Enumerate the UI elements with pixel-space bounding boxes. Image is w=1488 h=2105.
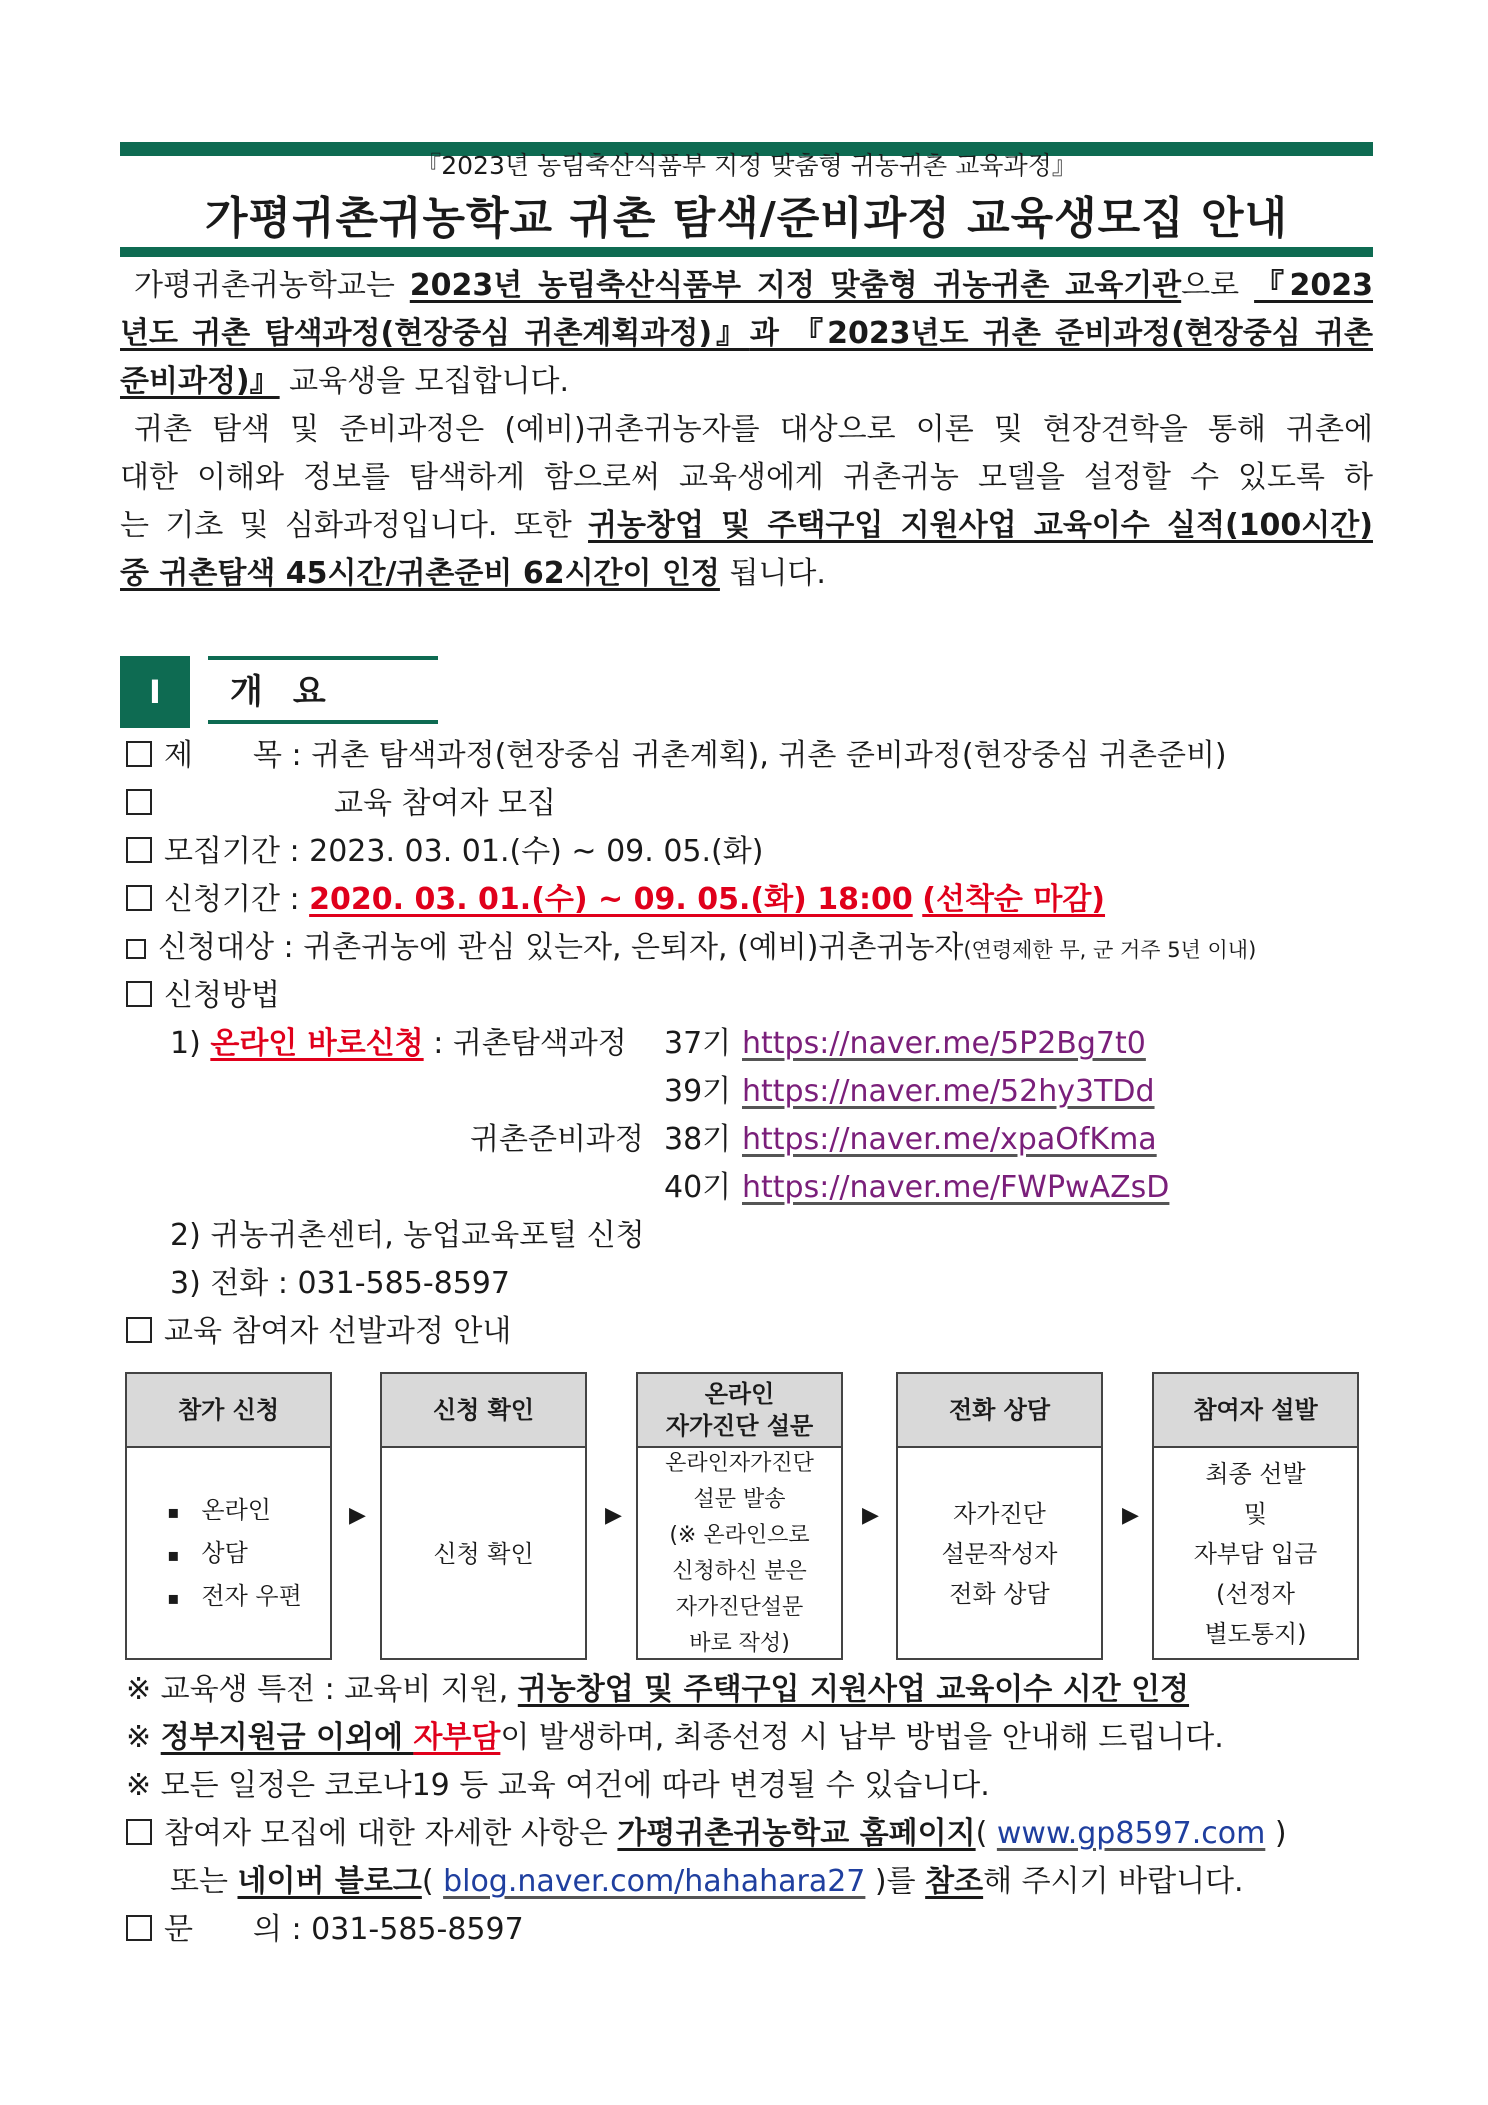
- intro-line-1: [120, 262, 1373, 310]
- flow-head-line: 자가진단 설문: [665, 1412, 814, 1440]
- intro-text: 교육생을 모집합니다.: [279, 364, 570, 399]
- blog-link[interactable]: blog.naver.com/hahahara27: [443, 1864, 866, 1899]
- batch-label: 39기: [664, 1074, 732, 1109]
- row-note: (연령제한 무, 군 거주 5년 이내): [963, 938, 1257, 962]
- note-highlight: 정부지원금 이외에: [160, 1720, 414, 1755]
- flow-body-line: 온라인자가진단: [665, 1451, 814, 1476]
- flow-body-line: 최종 선발: [1205, 1460, 1306, 1488]
- flow-body-line: 및: [1243, 1500, 1268, 1528]
- flow-step-select: [1152, 1372, 1359, 1660]
- selection-row: [126, 1308, 511, 1356]
- checkbox-icon: [126, 885, 152, 911]
- note-text: 또는: [170, 1864, 238, 1899]
- homepage-link[interactable]: www.gp8597.com: [996, 1816, 1266, 1851]
- intro-text: 는 기초 및 심화과정입니다. 또한: [120, 508, 589, 543]
- flow-step-list: [155, 1490, 302, 1619]
- row-label: 교육 참여자 선발과정 안내: [164, 1314, 512, 1349]
- note-schedule: ※ 모든 일정은 코로나19 등 교육 여건에 따라 변경될 수 있습니다.: [126, 1768, 990, 1803]
- flow-body-line: (※ 온라인으로: [669, 1523, 810, 1548]
- intro-highlight: 귀농창업 및 주택구입 지원사업 교육이수 실적(100시간): [588, 508, 1373, 543]
- flow-body-line: 설문작성자: [941, 1540, 1058, 1568]
- note-text: 참여자 모집에 대한 자세한 사항은: [164, 1816, 618, 1851]
- overview-title-row-2: [126, 780, 556, 828]
- apply-period-row: [126, 876, 1105, 924]
- flow-step-head: [638, 1374, 841, 1448]
- method-row: [126, 972, 280, 1020]
- note-benefit: [126, 1666, 1189, 1714]
- checkbox-icon: [126, 1317, 152, 1343]
- prep-course-label: 귀촌준비과정: [470, 1122, 644, 1157]
- row-label: 문 의: [164, 1912, 282, 1947]
- link-batch-40[interactable]: https://naver.me/FWPwAZsD: [742, 1170, 1170, 1205]
- flow-step-body: [1154, 1448, 1357, 1660]
- page-title: 가평귀촌귀농학교 귀촌 탐색/준비과정 교육생모집 안내: [205, 193, 1288, 244]
- arrow-right-icon: ▶: [1122, 1503, 1139, 1528]
- intro2-line-2: [120, 454, 1373, 502]
- flow-step-text: 신청 확인: [433, 1540, 534, 1568]
- explore-course-label: : 귀촌탐색과정: [433, 1026, 627, 1061]
- flow-head-line: 온라인: [704, 1380, 775, 1408]
- row-label: 신청기간: [164, 882, 280, 917]
- intro-text: 귀촌 탐색 및 준비과정은 (예비)귀촌귀농자를 대상으로 이론 및 현장견학을 통해 귀촌에: [134, 412, 1373, 447]
- note-text: 이 발생하며, 최종선정 시 납부 방법을 안내해 드립니다.: [500, 1720, 1224, 1755]
- note-highlight: 귀농창업 및 주택구입 지원사업 교육이수 시간 인정: [517, 1672, 1190, 1707]
- row-colon: :: [289, 882, 310, 917]
- list-number: 1): [170, 1026, 201, 1061]
- link-batch-39[interactable]: https://naver.me/52hy3TDd: [742, 1074, 1155, 1109]
- note-highlight: 가평귀촌귀농학교 홈페이지: [617, 1816, 976, 1851]
- intro-highlight: 중 귀촌탐색 45시간/귀촌준비 62시간이 인정: [120, 556, 720, 591]
- method-3: 3) 전화 : 031-585-8597: [170, 1266, 510, 1301]
- note-text: ※: [126, 1720, 161, 1755]
- section-number: I: [120, 656, 190, 728]
- intro-line-3: [120, 358, 1373, 406]
- checkbox-icon: [126, 1915, 152, 1941]
- arrow-right-icon: ▶: [349, 1503, 366, 1528]
- note-highlight: 참조: [925, 1864, 984, 1899]
- checkbox-icon: [126, 837, 152, 863]
- flow-step-head: 신청 확인: [382, 1374, 585, 1448]
- intro-highlight: 『2023: [1254, 268, 1374, 303]
- batch-label: 37기: [664, 1026, 732, 1061]
- intro2-line-1: [120, 406, 1373, 454]
- row-value: : 귀촌 탐색과정(현장중심 귀촌계획), 귀촌 준비과정(현장중심 귀촌준비): [291, 738, 1227, 773]
- flow-body-line: 설문 발송: [693, 1487, 786, 1512]
- overview-title-row: [126, 732, 1227, 780]
- note-homepage: [126, 1810, 1287, 1858]
- online-apply-label: 온라인 바로신청: [210, 1026, 424, 1061]
- contact-row: [126, 1906, 524, 1954]
- flow-step-body: [898, 1448, 1101, 1660]
- intro2-line-4: [120, 550, 1373, 598]
- arrow-right-icon: ▶: [605, 1503, 622, 1528]
- flow-step-head: 참여자 설발: [1154, 1374, 1357, 1448]
- intro-text: 대한 이해와 정보를 탐색하게 함으로써 교육생에게 귀촌귀농 모델을 설정할 수 있도록 하: [120, 460, 1373, 495]
- note-highlight: 네이버 블로그: [237, 1864, 422, 1899]
- intro-text: 가평귀촌귀농학교는: [134, 268, 410, 303]
- flow-step-head: 전화 상담: [898, 1374, 1101, 1448]
- batch-label: 40기: [664, 1170, 732, 1205]
- flow-step-body: [382, 1448, 585, 1660]
- checkbox-icon: [126, 1819, 152, 1845]
- flow-step-body: [127, 1448, 330, 1660]
- checkbox-icon: [126, 789, 152, 815]
- flow-step-confirm: [380, 1372, 587, 1660]
- flow-body-line: 신청하신 분은: [672, 1559, 807, 1584]
- flow-body-line: 자부담 입금: [1193, 1540, 1318, 1568]
- flow-body-line: 자가진단설문: [675, 1595, 804, 1620]
- flow-step-body: [638, 1448, 841, 1660]
- list-item: ▪ 전자 우편: [167, 1576, 302, 1619]
- row-value: 교육 참여자 모집: [334, 786, 556, 821]
- checkbox-icon: [126, 939, 146, 959]
- row-label: 제 목: [164, 738, 282, 773]
- list-item: ▪ 상담: [167, 1533, 302, 1576]
- flow-body-line: 자가진단: [953, 1500, 1046, 1528]
- intro-text: 으로: [1181, 268, 1255, 303]
- checkbox-icon: [126, 981, 152, 1007]
- row-value: : 귀촌귀농에 관심 있는자, 은퇴자, (예비)귀촌귀농자: [283, 930, 964, 965]
- row-label: 모집기간: [164, 834, 280, 869]
- intro-text: 됩니다.: [719, 556, 826, 591]
- note-text: 해 주시기 바랍니다.: [983, 1864, 1244, 1899]
- intro-highlight: 년도 귀촌 탐색과정(현장중심 귀촌계획과정)』: [120, 316, 750, 351]
- arrow-right-icon: ▶: [862, 1503, 879, 1528]
- row-label: 신청대상: [158, 930, 274, 965]
- link-batch-37[interactable]: https://naver.me/5P2Bg7t0: [742, 1026, 1146, 1061]
- apply-period-note: (선착순 마감): [922, 882, 1106, 917]
- row-label: 신청방법: [164, 978, 280, 1013]
- intro-highlight: 과 『2023년도 귀촌 준비과정(현장중심 귀촌: [749, 316, 1373, 351]
- recruit-period-row: [126, 828, 763, 876]
- link-batch-38[interactable]: https://naver.me/xpaOfKma: [742, 1122, 1157, 1157]
- target-row: [126, 924, 1256, 974]
- batch-label: 38기: [664, 1122, 732, 1157]
- online-apply-row: [170, 1020, 627, 1068]
- row-value: : 031-585-8597: [291, 1912, 524, 1947]
- page-subtitle: 『2023년 농림축산식품부 지정 맞춤형 귀농귀촌 교육과정』: [416, 151, 1077, 180]
- intro-highlight: 2023년 농림축산식품부 지정 맞춤형 귀농귀촌 교육기관: [409, 268, 1182, 303]
- flow-body-line: 바로 작성): [689, 1631, 790, 1656]
- intro-line-2: [120, 310, 1373, 358]
- flow-body-line: (선정자: [1216, 1580, 1295, 1608]
- apply-period-value: 2020. 03. 01.(수) ~ 09. 05.(화) 18:00: [309, 882, 913, 917]
- intro-highlight: 준비과정)』: [120, 364, 280, 399]
- flow-body-line: 별도통지): [1204, 1620, 1307, 1648]
- note-text: (: [975, 1816, 997, 1851]
- checkbox-icon: [126, 741, 152, 767]
- note-text: ※ 교육생 특전 : 교육비 지원,: [126, 1672, 518, 1707]
- note-self-pay: [126, 1714, 1224, 1762]
- flow-body-line: 전화 상담: [949, 1580, 1050, 1608]
- flow-step-phone: [896, 1372, 1103, 1660]
- note-blog: [170, 1858, 1244, 1906]
- note-text: ): [1265, 1816, 1287, 1851]
- method-2: 2) 귀농귀촌센터, 농업교육포털 신청: [170, 1218, 645, 1253]
- note-text: (: [421, 1864, 444, 1899]
- list-item: ▪ 온라인: [167, 1490, 302, 1533]
- note-highlight-red: 자부담: [413, 1720, 501, 1755]
- title-rule: [120, 247, 1373, 257]
- flow-step-apply: [125, 1372, 332, 1660]
- flow-step-survey: [636, 1372, 843, 1660]
- note-text: )를: [865, 1864, 926, 1899]
- section-title: 개요: [208, 656, 438, 724]
- row-value: : 2023. 03. 01.(수) ~ 09. 05.(화): [289, 834, 764, 869]
- flow-step-head: 참가 신청: [127, 1374, 330, 1448]
- intro2-line-3: [120, 502, 1373, 550]
